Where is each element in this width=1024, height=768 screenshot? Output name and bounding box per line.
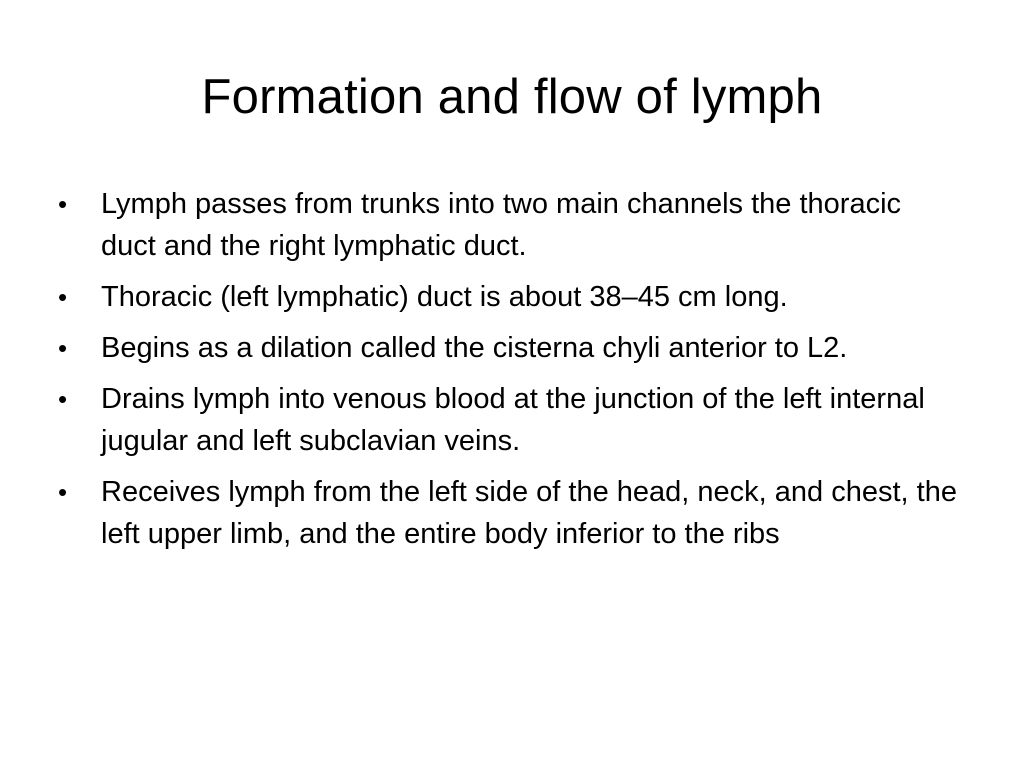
bullet-text: Begins as a dilation called the cisterna chyli anterior to L2. [101, 332, 848, 364]
slide-title: Formation and flow of lymph [201, 70, 823, 124]
bullet-item [58, 471, 958, 555]
bullet-item [58, 276, 958, 318]
bullet-list [58, 183, 958, 564]
bullet-marker: • [58, 384, 68, 414]
bullet-text: Drains lymph into venous blood at the junction of the left internal jugular and left subclavian veins. [101, 383, 925, 457]
bullet-item [58, 378, 958, 462]
bullet-marker: • [58, 333, 68, 363]
bullet-marker: • [58, 189, 68, 219]
bullet-text: Thoracic (left lymphatic) duct is about 38–45 cm long. [101, 281, 788, 313]
bullet-text: Lymph passes from trunks into two main channels the thoracic duct and the right lymphatic duct. [101, 188, 902, 262]
bullet-text: Receives lymph from the left side of the head, neck, and chest, the left upper limb, and the entire body inferior to the ribs [101, 476, 957, 550]
bullet-marker: • [58, 282, 68, 312]
bullet-item [58, 183, 958, 267]
bullet-item [58, 327, 958, 369]
bullet-marker: • [58, 477, 68, 507]
